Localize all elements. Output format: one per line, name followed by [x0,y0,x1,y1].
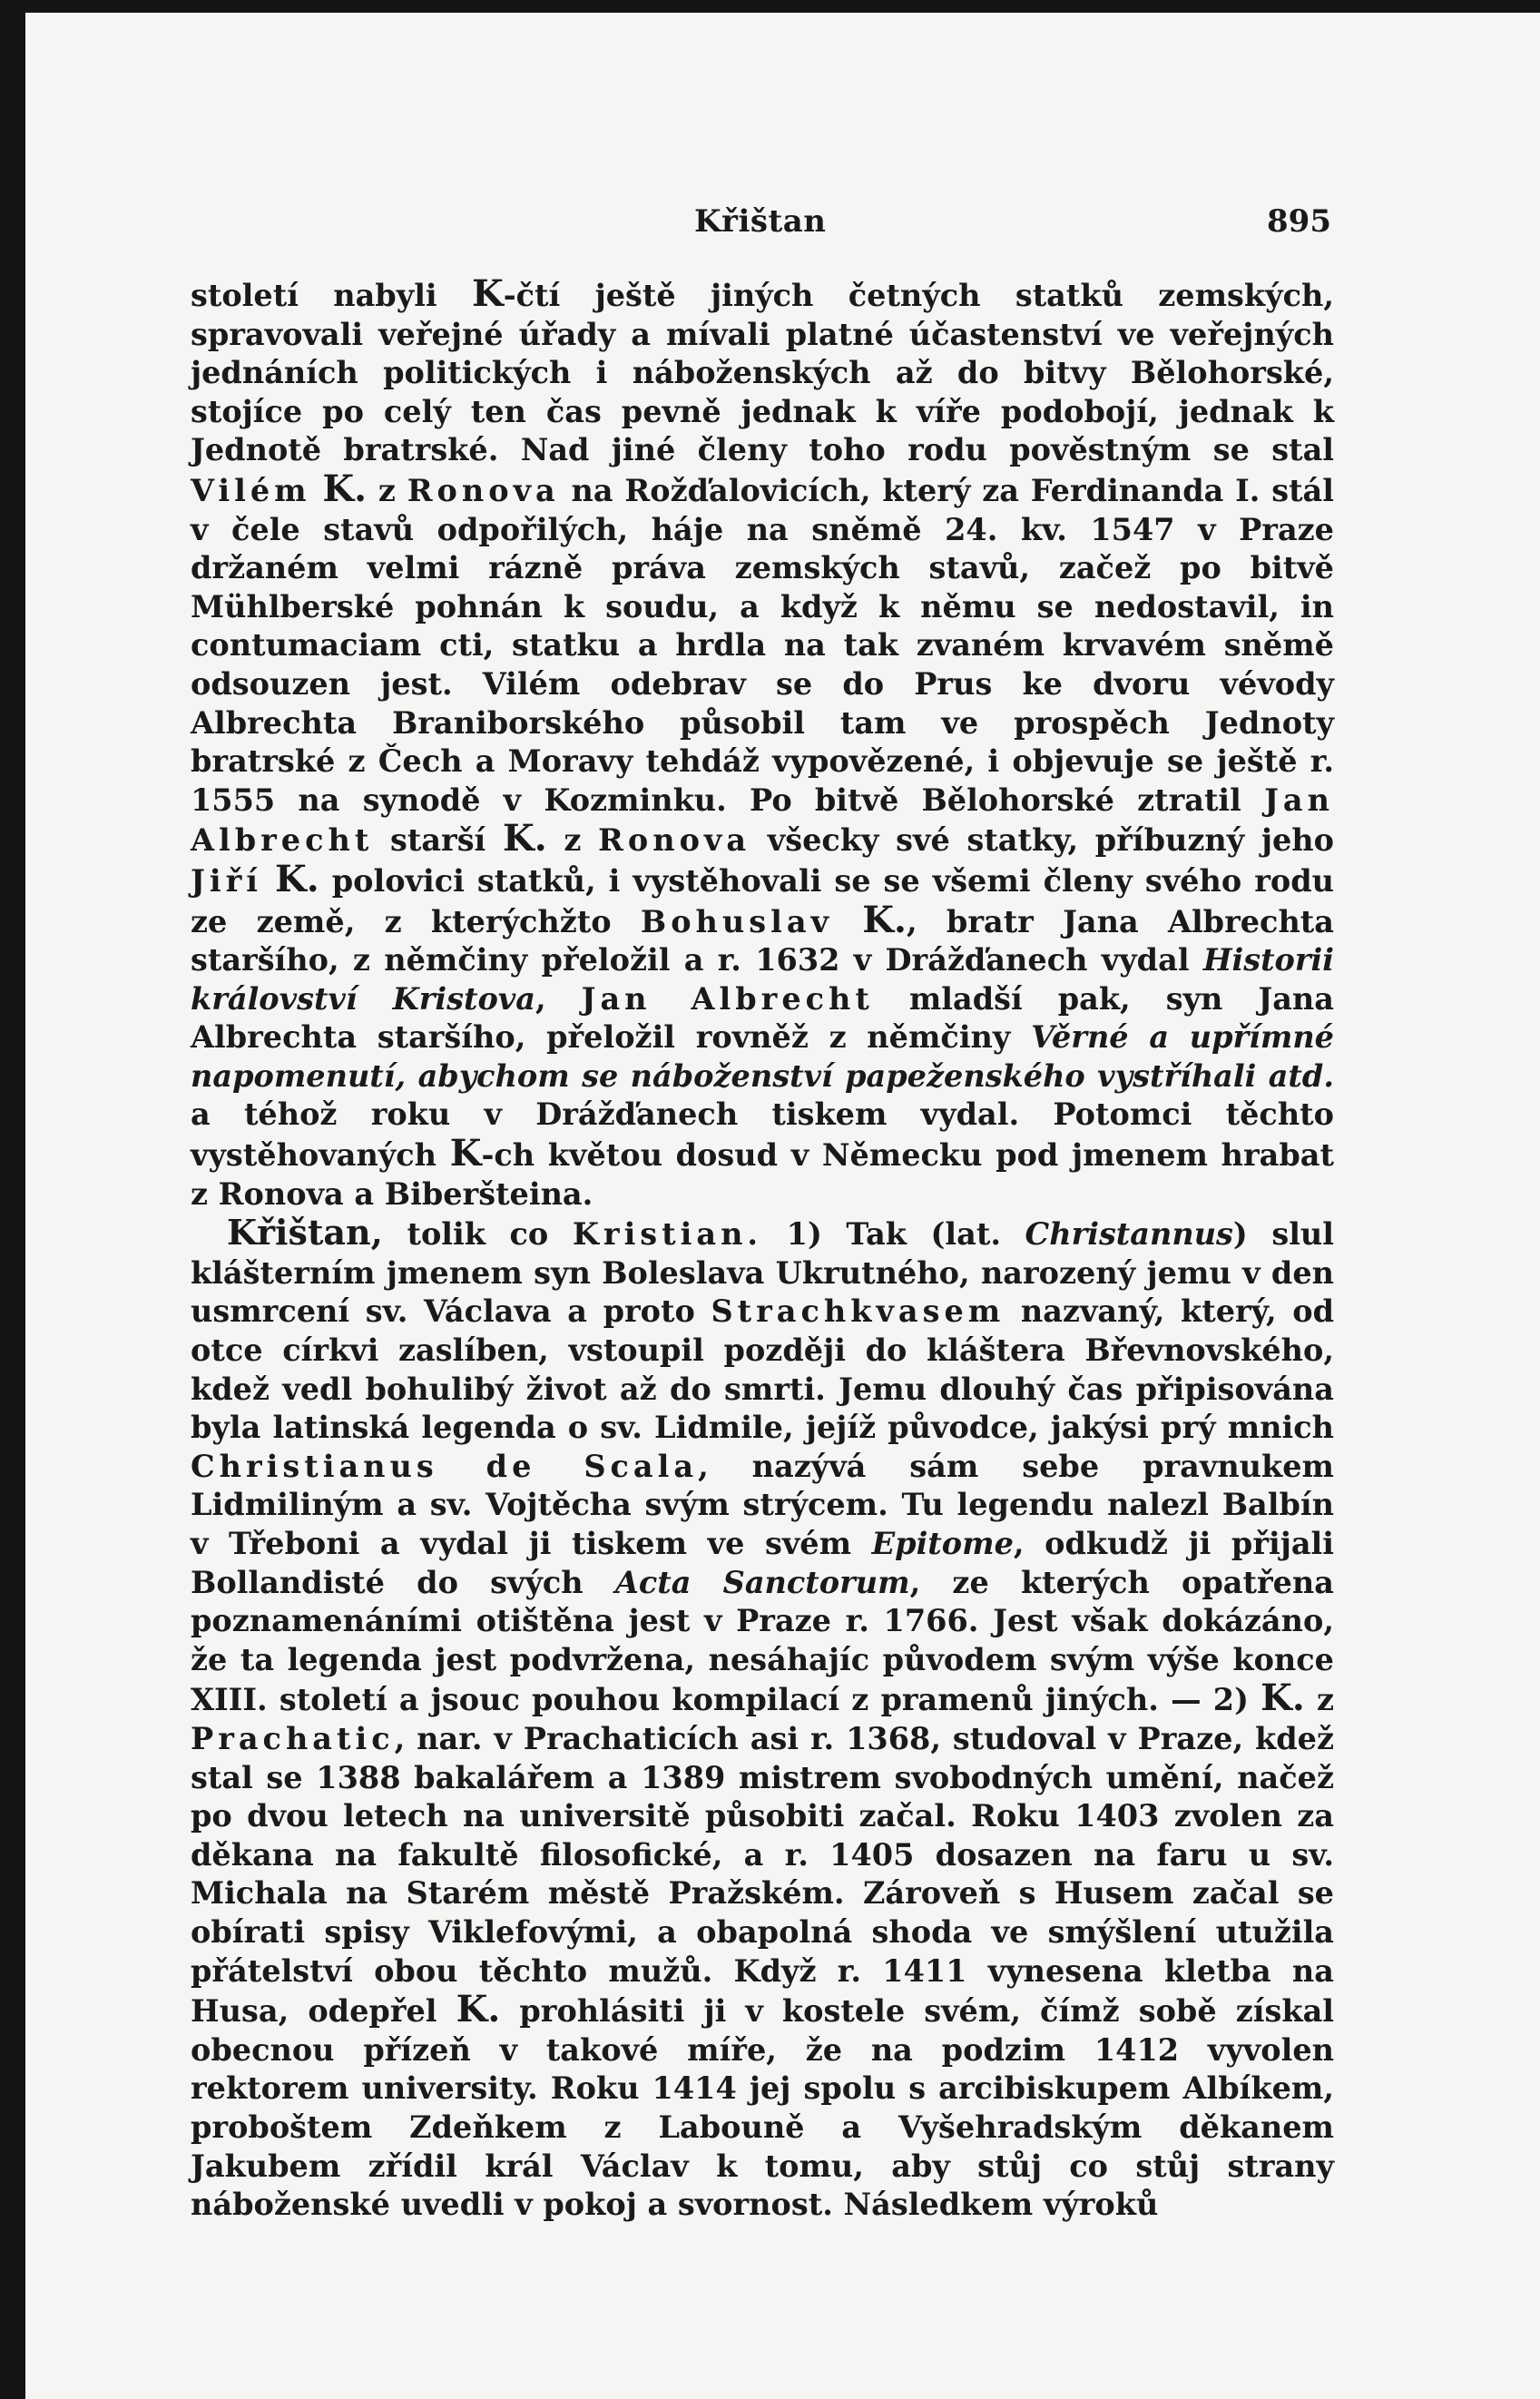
page-header [25,194,1540,249]
book-page [25,13,1540,2399]
running-title: Křištan [694,203,827,240]
entry-headword: Křištan, [227,1212,383,1254]
paragraph-kristan-entry: Křištan, tolik co Kristian. 1) Tak (lat. Christannus) slul klášterním jmenem syn Boleslava Ukrutného, narozený jemu v den usmrcení sv. Václava a proto Strachkvasem nazvaný, který, od otce církvi zaslíben, vstoupil později do kláštera Břevnovského, kdež vedl bohulibý život až do smrti. Jemu dlouhý čas připisována byla latinská legenda o sv. Lidmile, jejíž původce, jakýsi prý mnich Christianus de Scala, nazývá sám sebe pravnukem Lidmiliným a sv. Vojtěcha svým strýcem. Tu legendu nalezl Balbín v Třeboni a vydal ji tiskem ve svém Epitome, odkudž ji přijali Bollandisté do svých Acta Sanctorum, ze kterých opatřena poznamenáními otištěna jest v Praze r. 1766. Jest však dokázáno, že ta legenda jest podvržena, nesáhajíc původem svým výše konce XIII. století a jsouc pouhou kompilací z pramenů jiných. — 2) K. z Prachatic, nar. v Prachaticích asi r. 1368, studoval v Praze, kdež stal se 1388 bakalářem a 1389 mistrem svobodných umění, načež po dvou letech na universitě působiti začal. Roku 1403 zvolen za děkana na fakultě filosofické, a r. 1405 dosazen na faru u sv. Michala na Starém městě Pražském. Zároveň s Husem začal se obírati spisy Viklefovými, a obapolná shoda ve smýšlení utužila přátelství obou těchto mužů. Když r. 1411 vynesena kletba na Husa, odepřel K. prohlásiti ji v kostele svém, čímž sobě získal obecnou přízeň v takové míře, že na podzim 1412 vyvolen rektorem university. Roku 1414 jej spolu s arcibiskupem Albíkem, proboštem Zdeňkem z Labouně a Vyšehradským děkanem Jakubem zřídil král Václav k tomu, aby stůj co stůj strany náboženské uvedli v pokoj a svornost. Následkem výroků [191,1212,1335,2223]
body-text [191,272,1335,2225]
page-number: 895 [1267,203,1331,240]
paragraph-ronov-continuation: století nabyli K-čtí ještě jiných četných statků zemských, spravovali veřejné úřady a mívali platné účastenství ve veřejných jednáních politických i náboženských až do bitvy Bělohorské, stojíce po celý ten čas pevně jednak k víře podobojí, jednak k Jednotě bratrské. Nad jiné členy toho rodu pověstným se stal Vilém K. z Ronova na Rožďalovicích, který za Ferdinanda I. stál v čele stavů odpořilých, háje na sněmě 24. kv. 1547 v Praze držaném velmi rázně práva zemských stavů, začež po bitvě Mühlberské pohnán k soudu, a když k němu se nedostavil, in contumaciam cti, statku a hrdla na tak zvaném krvavém sněmě odsouzen jest. Vilém odebrav se do Prus ke dvoru vévody Albrechta Braniborského působil tam ve prospěch Jednoty bratrské z Čech a Moravy tehdáž vypovězené, i objevuje se ještě r. 1555 na synodě v Kozminku. Po bitvě Bělohorské ztratil Jan Albrecht starší K. z Ronova všecky své statky, příbuzný jeho Jiří K. polovici statků, i vystěhovali se se všemi členy svého rodu ze země, z kterýchžto Bohuslav K., bratr Jana Albrechta staršího, z němčiny přeložil a r. 1632 v Drážďanech vydal Historii království Kristova, Jan Albrecht mladší pak, syn Jana Albrechta staršího, přeložil rovněž z němčiny Věrné a upřímné napomenutí, abychom se náboženství papeženského vystříhali atd. a téhož roku v Drážďanech tiskem vydal. Potomci těchto vystěhovaných K-ch květou dosud v Německu pod jmenem hrabat z Ronova a Biberšteina. [191,272,1335,1212]
